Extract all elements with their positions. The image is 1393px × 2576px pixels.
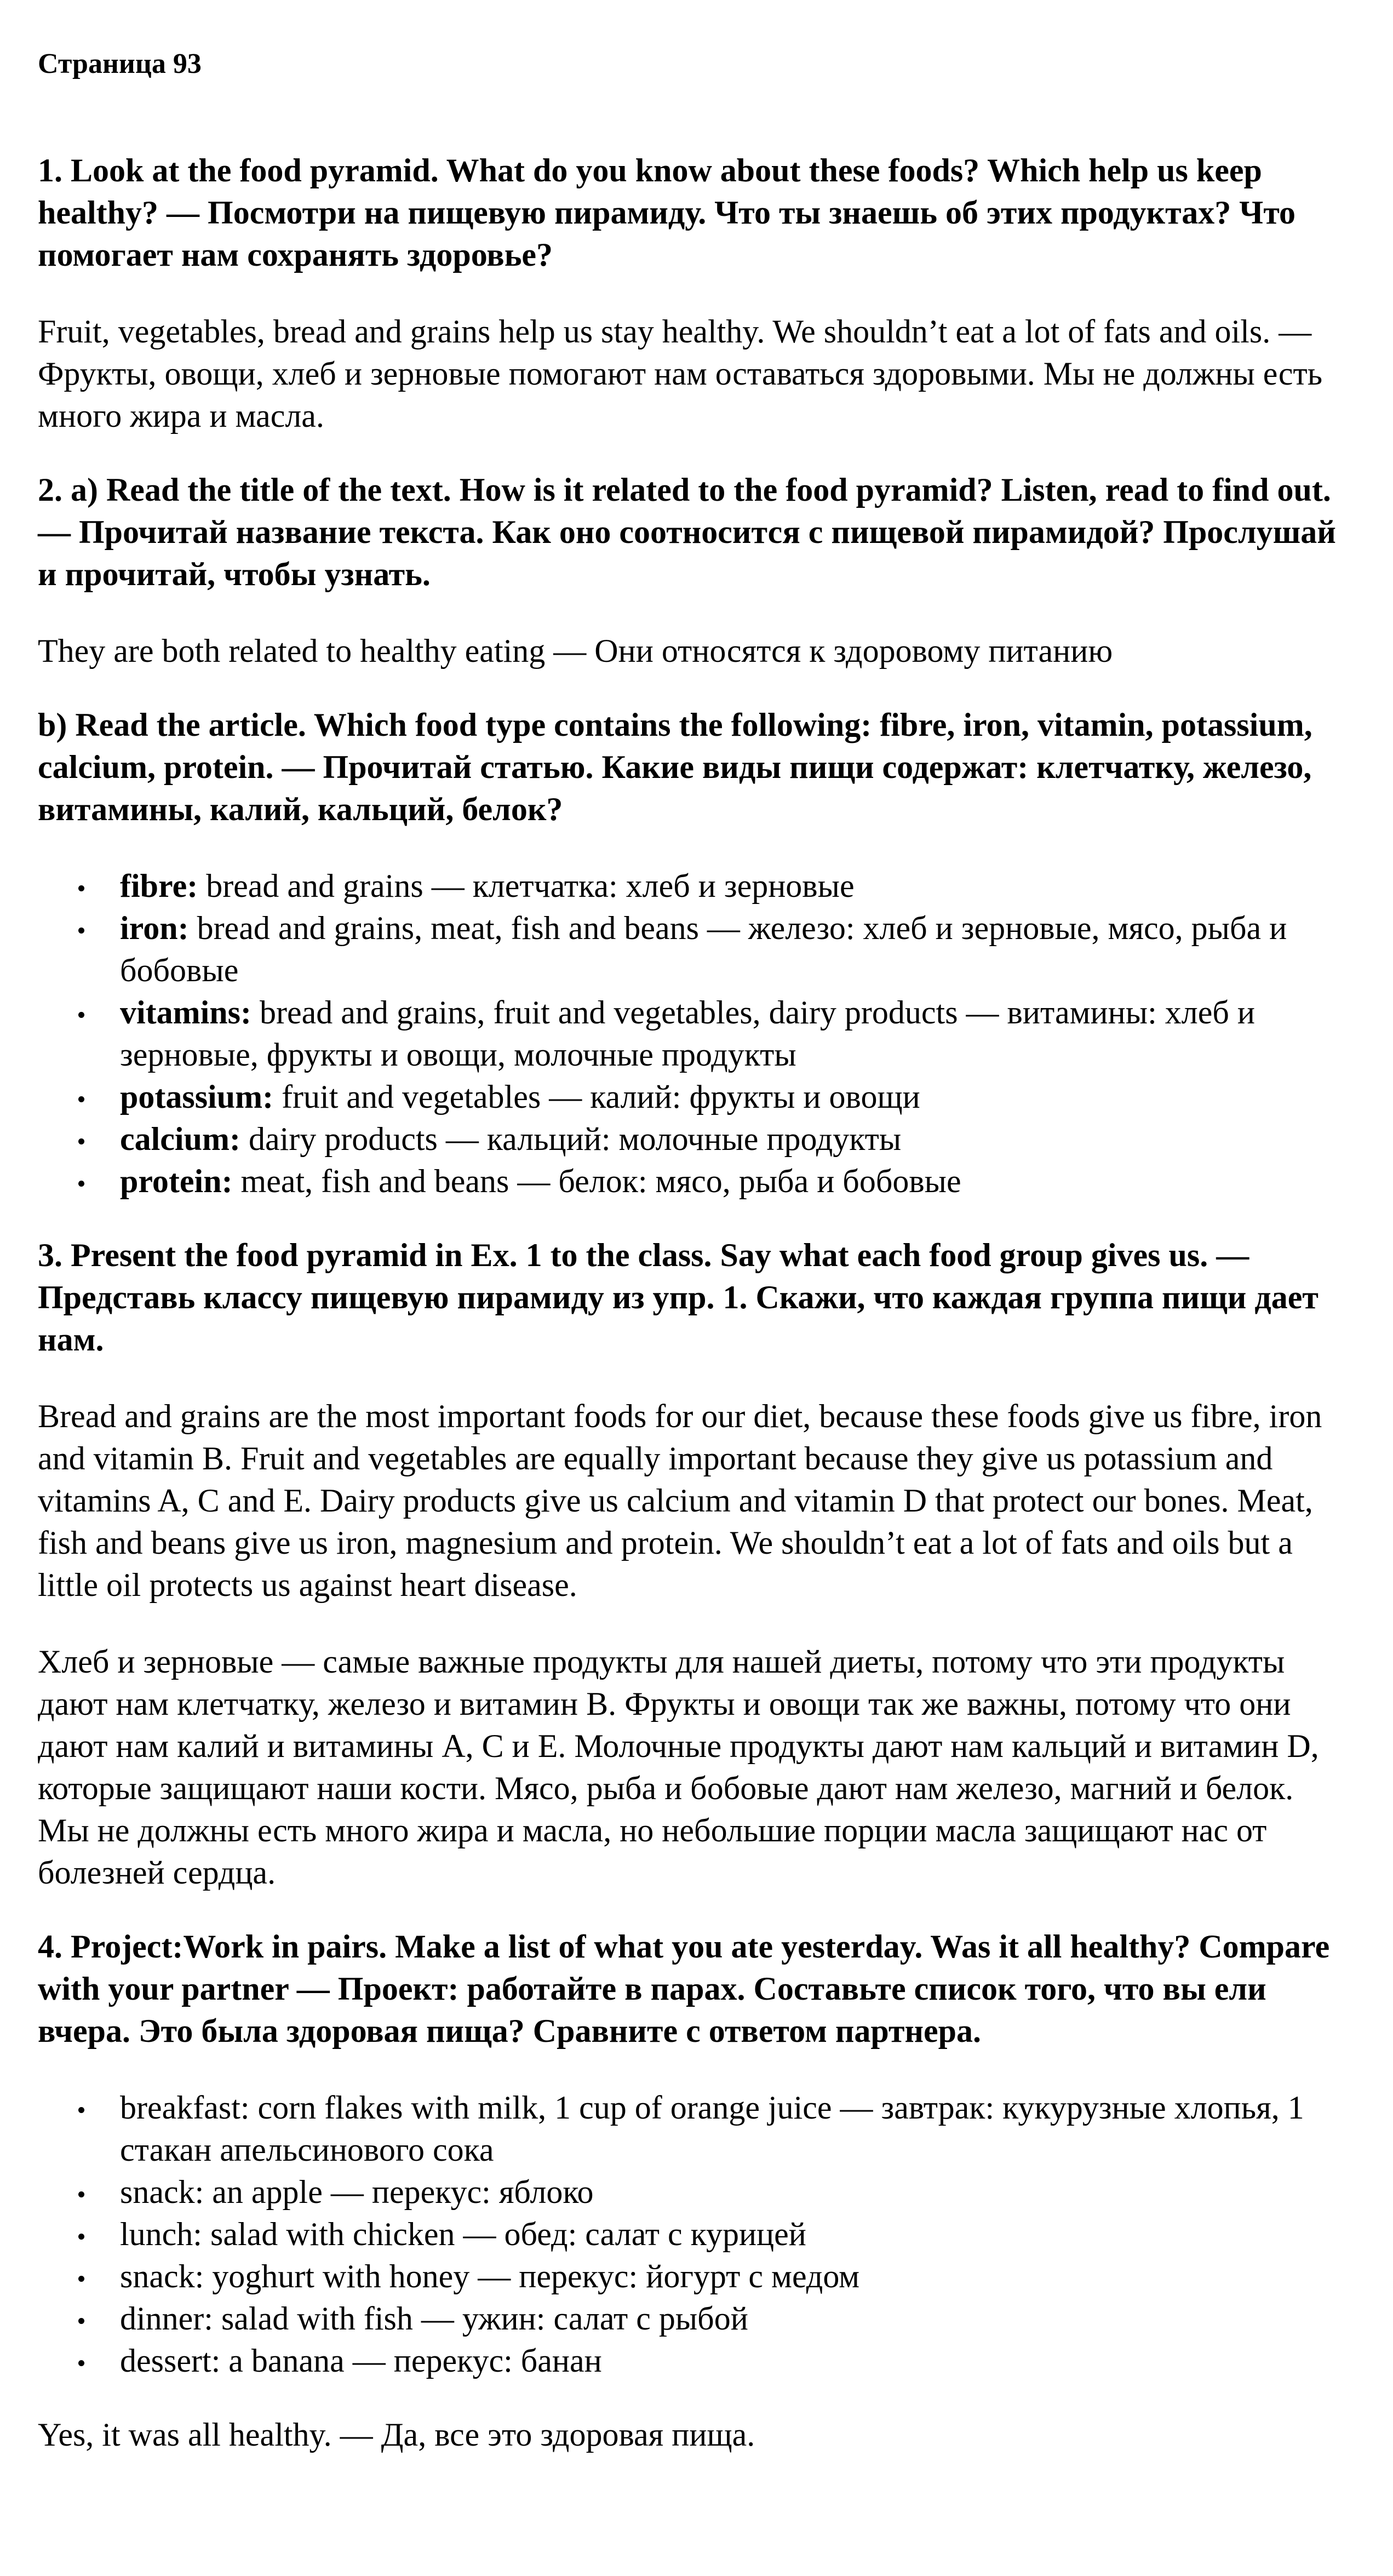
exercise-3-question: 3. Present the food pyramid in Ex. 1 to the class. Say what each food group gives us. — Представь классу пищевую пирамиду из упр. 1. Скажи, что каждая группа пищи дает нам. bbox=[38, 1237, 1319, 1358]
list-item-term: potassium: bbox=[120, 1079, 274, 1115]
nutrient-list bbox=[38, 865, 1352, 1203]
document-content bbox=[38, 150, 1352, 2456]
list-item: lunch: salad with chicken — обед: салат с курицей bbox=[38, 2213, 1352, 2256]
exercise-4-question: 4. Project:Work in pairs. Make a list of what you ate yesterday. Was it all healthy? Compare with your partner — Проект: работайте в парах. Составьте список того, что вы ели вчера. Это была здоровая пища? Сравните с ответом партнера. bbox=[38, 1928, 1330, 2049]
list-item-text: fruit and vegetables — калий: фрукты и овощи bbox=[273, 1079, 920, 1115]
exercise-2b-question: b) Read the article. Which food type contains the following: fibre, iron, vitamin, potassium, calcium, protein. — Прочитай статью. Какие виды пищи содержат: клетчатку, железо, витамины, калий, кальций, белок? bbox=[38, 707, 1312, 827]
list-item-text: meat, fish and beans — белок: мясо, рыба и бобовые bbox=[232, 1163, 961, 1199]
list-item: dessert: a banana — перекус: банан bbox=[38, 2340, 1352, 2382]
exercise-1-answer: Fruit, vegetables, bread and grains help us stay healthy. We shouldn’t eat a lot of fats and oils. — Фрукты, овощи, хлеб и зерновые помогают нам оставаться здоровыми. Мы не должны есть много жира и масла. bbox=[38, 313, 1323, 434]
list-item-text: bread and grains, meat, fish and beans — железо: хлеб и зерновые, мясо, рыба и бобовые bbox=[120, 910, 1287, 988]
list-item-term: iron: bbox=[120, 910, 189, 946]
list-item bbox=[38, 865, 1352, 907]
list-item-text: bread and grains — клетчатка: хлеб и зерновые bbox=[198, 868, 855, 904]
list-item bbox=[38, 907, 1352, 992]
list-item: dinner: salad with fish — ужин: салат с рыбой bbox=[38, 2298, 1352, 2340]
exercise-4-answer: Yes, it was all healthy. — Да, все это здоровая пища. bbox=[38, 2417, 755, 2453]
meal-list bbox=[38, 2087, 1352, 2382]
list-item-text: bread and grains, fruit and vegetables, dairy products — витамины: хлеб и зерновые, фрукты и овощи, молочные продукты bbox=[120, 994, 1255, 1073]
list-item-text: dairy products — кальций: молочные продукты bbox=[240, 1121, 902, 1157]
page-label: Страница 93 bbox=[38, 48, 202, 79]
list-item bbox=[38, 1118, 1352, 1160]
list-item bbox=[38, 992, 1352, 1076]
list-item bbox=[38, 1076, 1352, 1118]
list-item-term: calcium: bbox=[120, 1121, 240, 1157]
list-item-term: protein: bbox=[120, 1163, 233, 1199]
exercise-2a-answer: They are both related to healthy eating — Они относятся к здоровому питанию bbox=[38, 633, 1113, 669]
list-item bbox=[38, 1160, 1352, 1203]
exercise-1-question: 1. Look at the food pyramid. What do you know about these foods? Which help us keep healthy? — Посмотри на пищевую пирамиду. Что ты знаешь об этих продуктах? Что помогает нам сохранять здоровье? bbox=[38, 152, 1295, 273]
list-item-term: vitamins: bbox=[120, 994, 251, 1031]
list-item: snack: an apple — перекус: яблоко bbox=[38, 2171, 1352, 2213]
list-item: breakfast: corn flakes with milk, 1 cup of orange juice — завтрак: кукурузные хлопья, 1 стакан апельсинового сока bbox=[38, 2087, 1352, 2171]
list-item: snack: yoghurt with honey — перекус: йогурт с медом bbox=[38, 2256, 1352, 2298]
exercise-3-answer-en: Bread and grains are the most important foods for our diet, because these foods give us fibre, iron and vitamin B. Fruit and vegetables are equally important because they give us potassium and vitamins A, C and E. Dairy products give us calcium and vitamin D that protect our bones. Meat, fish and beans give us iron, magnesium and protein. We shouldn’t eat a lot of fats and oils but a little oil protects us against heart disease. bbox=[38, 1398, 1322, 1603]
exercise-2a-question: 2. a) Read the title of the text. How is it related to the food pyramid? Listen, read to find out. — Прочитай название текста. Как оно соотносится с пищевой пирамидой? Прослушай и прочитай, чтобы узнать. bbox=[38, 472, 1336, 592]
list-item-term: fibre: bbox=[120, 868, 198, 904]
exercise-3-answer-ru: Хлеб и зерновые — самые важные продукты для нашей диеты, потому что эти продукты дают нам клетчатку, железо и витамин B. Фрукты и овощи так же важны, потому что они дают нам калий и витамины A, C и E. Молочные продукты дают нам кальций и витамин D, которые защищают наши кости. Мясо, рыба и бобовые дают нам железо, магний и белок. Мы не должны есть много жира и масла, но небольшие порции масла защищают нас от болезней сердца. bbox=[38, 1644, 1319, 1891]
